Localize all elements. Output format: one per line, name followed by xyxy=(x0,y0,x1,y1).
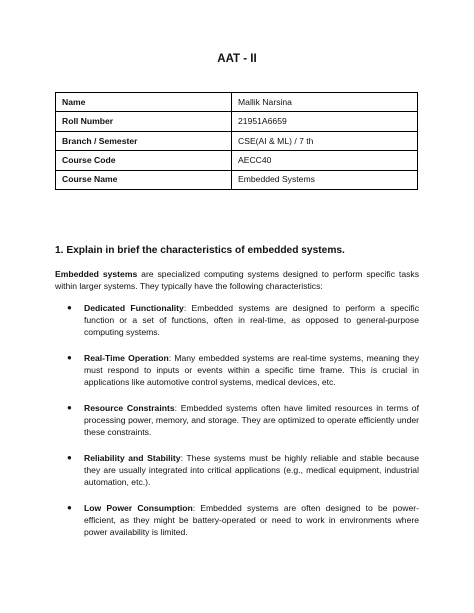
table-row xyxy=(56,170,418,189)
bullet-text: : Embedded systems are designed to perform a specific function or a set of functions, often in real-time, as opposed to general-purpose computing systems. xyxy=(84,303,419,337)
bullet-icon: ● xyxy=(67,453,72,462)
document-title: AAT - II xyxy=(217,53,257,65)
name-value: Mallik Narsina xyxy=(232,93,418,112)
name-label: Name xyxy=(56,93,232,112)
bullet-text: : Many embedded systems are real-time systems, meaning they must respond to inputs or events within a specific time frame. This is crucial in applications like automotive control systems, medical devices, etc. xyxy=(84,353,420,387)
intro-term: Embedded systems xyxy=(55,269,138,279)
bullet-term: Low Power Consumption xyxy=(84,503,193,513)
course-code-label: Course Code xyxy=(56,151,232,170)
roll-number-value: 21951A6659 xyxy=(232,112,418,131)
list-item xyxy=(55,352,419,388)
list-item xyxy=(55,302,419,338)
table-row xyxy=(56,112,418,131)
bullet-icon: ● xyxy=(67,503,72,512)
list-item xyxy=(55,502,419,538)
bullet-term: Dedicated Functionality xyxy=(84,303,184,313)
bullet-icon: ● xyxy=(67,353,72,362)
bullet-term: Reliability and Stability xyxy=(84,453,181,463)
bullet-text: : These systems must be highly reliable and stable because they are usually integrated into critical applications (e.g., medical equipment, industrial automation, etc.). xyxy=(84,453,419,487)
bullet-term: Resource Constraints xyxy=(84,403,175,413)
roll-number-label: Roll Number xyxy=(56,112,232,131)
table-row xyxy=(56,131,418,150)
bullet-text: : Embedded systems are often designed to be power-efficient, as they might be battery-operated or need to work in environments where power availability is limited. xyxy=(84,503,419,537)
bullet-term: Real-Time Operation xyxy=(84,353,169,363)
question-heading: 1. Explain in brief the characteristics of embedded systems. xyxy=(55,245,345,256)
list-item xyxy=(55,402,419,438)
intro-text: are specialized computing systems designed to perform specific tasks within larger systems. They typically have the following characteristics: xyxy=(55,269,419,291)
list-item xyxy=(55,452,419,488)
bullet-icon: ● xyxy=(67,303,72,312)
branch-semester-value: CSE(AI & ML) / 7 th xyxy=(232,131,418,150)
intro-paragraph xyxy=(55,268,419,292)
student-info-table xyxy=(55,92,418,190)
table-row xyxy=(56,93,418,112)
bullet-text: : Embedded systems often have limited resources in terms of processing power, memory, and storage. They are optimized to operate efficiently under these constraints. xyxy=(84,403,419,437)
course-name-label: Course Name xyxy=(56,170,232,189)
bullet-icon: ● xyxy=(67,403,72,412)
course-code-value: AECC40 xyxy=(232,151,418,170)
characteristics-list xyxy=(55,302,419,538)
table-row xyxy=(56,151,418,170)
branch-semester-label: Branch / Semester xyxy=(56,131,232,150)
course-name-value: Embedded Systems xyxy=(232,170,418,189)
